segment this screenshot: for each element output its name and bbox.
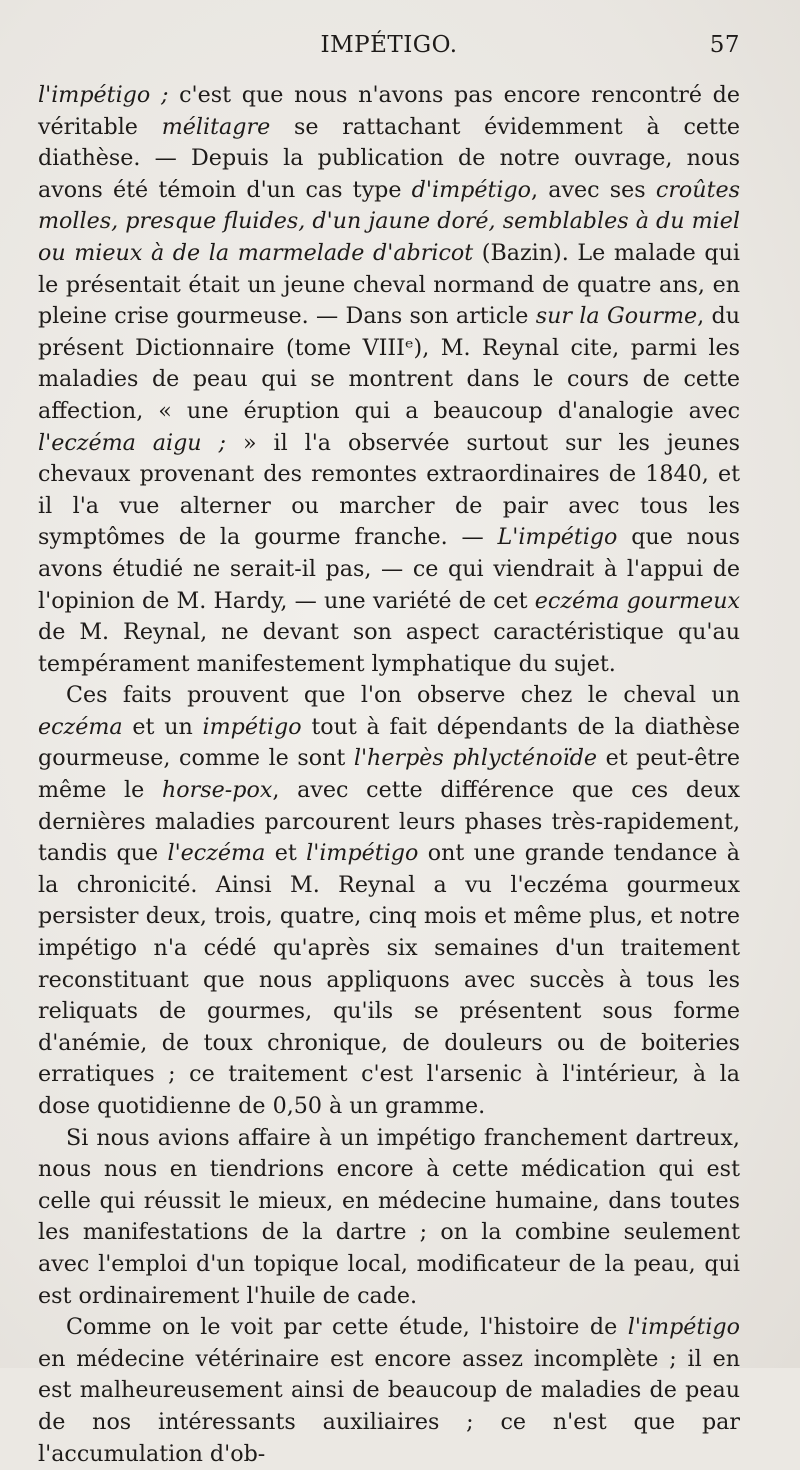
text-run: » il l'a observée surtout sur les jeunes chevaux provenant des remontes extraordinaires de 1840, et il l'a vue alterner ou marcher de pair avec tous les symptômes de la gourme franche. —: [38, 429, 740, 551]
text-run: Ces faits prouvent que l'on observe chez le cheval un: [66, 682, 740, 709]
paragraph: [38, 1123, 740, 1313]
text-run: et un: [122, 713, 203, 740]
running-header: [38, 30, 740, 74]
italic-text: mélitagre: [161, 113, 271, 140]
italic-text: l'impétigo ;: [38, 82, 169, 108]
paragraph: [38, 680, 740, 1122]
text-run: , avec cette différence que ces deux dernières maladies parcourent leurs phases très-rapidement, tandis que: [38, 777, 741, 867]
italic-text: L'impétigo: [497, 524, 618, 551]
body-text: [38, 80, 740, 1470]
paragraph: [38, 1312, 740, 1470]
text-run: ont une grande tendance à la chronicité. Ainsi M. Reynal a vu l'eczéma gourmeux persister deux, trois, quatre, cinq mois et même plus, et notre impétigo n'a cédé qu'après six semaines d'un traitement reconstituant que nous appliquons avec succès à tous les reliquats de gourmes, qu'ils se présentent sous forme d'anémie, de toux chronique, de douleurs ou de boiteries erratiques ; ce traitement c'est l'arsenic à l'intérieur, à la dose quotidienne de 0,50 à un gramme.: [38, 840, 740, 1119]
italic-text: impétigo: [202, 713, 302, 740]
running-title: IMPÉTIGO.: [320, 32, 458, 58]
italic-text: d'impétigo: [411, 176, 532, 203]
text-run: (Bazin). Le malade qui le présentait était un jeune cheval normand de quatre ans, en pleine crise gourmeuse. — Dans son article: [38, 239, 741, 330]
italic-text: eczéma: [38, 713, 123, 740]
text-run: Comme on le voit par cette étude, l'histoire de: [66, 1314, 628, 1341]
italic-text: l'herpès phlycténoïde: [353, 745, 598, 772]
page-number: 57: [709, 32, 740, 58]
italic-text: eczéma gourmeux: [534, 587, 740, 614]
text-run: , avec ses: [531, 176, 656, 203]
text-run: c'est que nous n'avons pas encore rencontré de véritable: [38, 82, 741, 140]
italic-text: l'impétigo: [627, 1314, 740, 1341]
text-run: Si nous avions affaire à un impétigo franchement dartreux, nous nous en tiendrions encore à cette médication qui est celle qui réussit le mieux, en médecine humaine, dans toutes les manifestations de la dartre ; on la combine seulement avec l'emploi d'un topique local, modificateur de la peau, qui est ordinairement l'huile de cade.: [38, 1124, 740, 1309]
text-run: en médecine vétérinaire est encore assez incomplète ; il en est malheureusement ainsi de beaucoup de maladies de peau de nos intéressants auxiliaires ; ce n'est que par l'accumulation d'ob-: [38, 1345, 740, 1467]
text-run: de M. Reynal, ne devant son aspect caractéristique qu'au tempérament manifestement lymphatique du sujet.: [38, 619, 740, 677]
paragraph: [38, 80, 740, 680]
text-run: tout à fait dépendants de la diathèse gourmeuse, comme le sont: [38, 713, 740, 772]
text-run: se rattachant évidemment à cette diathèse. — Depuis la publication de notre ouvrage, nous avons été témoin d'un cas type: [38, 113, 740, 203]
text-run: et: [265, 840, 307, 867]
italic-text: horse-pox: [162, 777, 273, 804]
italic-text: sur la Gourme: [535, 303, 698, 330]
text-run: et peut-être même le: [38, 745, 740, 804]
italic-text: croûtes molles, presque fluides, d'un jaune doré, semblables à du miel ou mieux à de la marmelade d'abricot: [38, 176, 741, 266]
italic-text: l'eczéma: [167, 840, 266, 867]
italic-text: l'eczéma aigu ;: [38, 429, 227, 456]
text-run: que nous avons étudié ne serait-il pas, — ce qui viendrait à l'appui de l'opinion de M. Hardy, — une variété de cet: [38, 524, 740, 614]
text-run: , du présent Dictionnaire (tome VIIIᵉ), M. Reynal cite, parmi les maladies de peau qui se montrent dans le cours de cette affection, « une éruption qui a beaucoup d'analogie avec: [38, 303, 740, 424]
italic-text: l'impétigo: [306, 840, 419, 867]
